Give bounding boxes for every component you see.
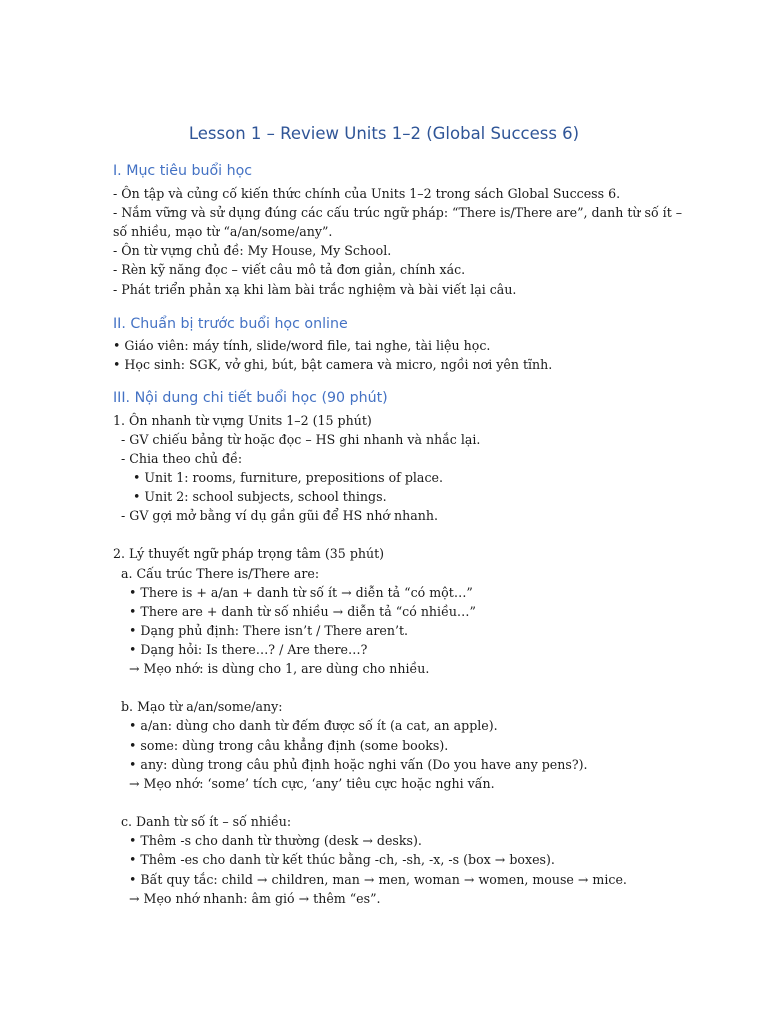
content-line: 1. Ôn nhanh từ vựng Units 1–2 (15 phút) <box>113 413 372 428</box>
content-line: • There are + danh từ số nhiều → diễn tả “có nhiều…” <box>129 604 476 619</box>
content-line: - Chia theo chủ đề: <box>121 451 243 466</box>
content-line: • Dạng phủ định: There isn’t / There aren’t. <box>129 623 409 638</box>
objective-line: - Ôn tập và củng cố kiến thức chính của Units 1–2 trong sách Global Success 6. <box>113 186 621 201</box>
content-line: • some: dùng trong câu khẳng định (some books). <box>129 738 449 753</box>
content-line: • Dạng hỏi: Is there…? / Are there…? <box>129 642 368 657</box>
section-heading-preparation: II. Chuẩn bị trước buổi học online <box>113 316 348 332</box>
content-line: • Bất quy tắc: child → children, man → men, woman → women, mouse → mice. <box>129 872 627 887</box>
content-line: • Thêm -es cho danh từ kết thúc bằng -ch, -sh, -x, -s (box → boxes). <box>129 852 555 867</box>
section-heading-objectives: I. Mục tiêu buổi học <box>113 163 253 179</box>
content-line: → Mẹo nhớ: is dùng cho 1, are dùng cho nhiều. <box>129 661 430 676</box>
objective-line: - Nắm vững và sử dụng đúng các cấu trúc ngữ pháp: “There is/There are”, danh từ số ít – <box>113 205 683 220</box>
content-line: • Unit 1: rooms, furniture, prepositions of place. <box>133 470 443 485</box>
lesson-title: Lesson 1 – Review Units 1–2 (Global Success 6) <box>188 124 580 143</box>
content-line: b. Mạo từ a/an/some/any: <box>121 699 283 714</box>
preparation-line: • Học sinh: SGK, vở ghi, bút, bật camera và micro, ngồi nơi yên tĩnh. <box>113 357 553 372</box>
content-line: - GV chiếu bảng từ hoặc đọc – HS ghi nhanh và nhắc lại. <box>121 432 481 447</box>
content-line: • Unit 2: school subjects, school things. <box>133 489 387 504</box>
content-line: • any: dùng trong câu phủ định hoặc nghi vấn (Do you have any pens?). <box>129 757 588 772</box>
content-line: 2. Lý thuyết ngữ pháp trọng tâm (35 phút) <box>113 546 385 561</box>
preparation-line: • Giáo viên: máy tính, slide/word file, tai nghe, tài liệu học. <box>113 338 491 353</box>
objective-line: - Rèn kỹ năng đọc – viết câu mô tả đơn giản, chính xác. <box>113 262 466 277</box>
content-line: a. Cấu trúc There is/There are: <box>121 566 320 581</box>
content-line: → Mẹo nhớ: ‘some’ tích cực, ‘any’ tiêu cực hoặc nghi vấn. <box>129 776 495 791</box>
objective-line: - Ôn từ vựng chủ đề: My House, My School. <box>113 243 392 258</box>
content-line: → Mẹo nhớ nhanh: âm gió → thêm “es”. <box>129 891 381 906</box>
section-heading-content: III. Nội dung chi tiết buổi học (90 phút) <box>113 390 388 406</box>
content-line: • There is + a/an + danh từ số ít → diễn tả “có một…” <box>129 585 473 600</box>
content-line: c. Danh từ số ít – số nhiều: <box>121 814 292 829</box>
content-line: - GV gợi mở bằng ví dụ gần gũi để HS nhớ nhanh. <box>121 508 438 523</box>
objective-line: - Phát triển phản xạ khi làm bài trắc nghiệm và bài viết lại câu. <box>113 282 517 297</box>
content-line: • a/an: dùng cho danh từ đếm được số ít (a cat, an apple). <box>129 718 498 733</box>
objective-line: số nhiều, mạo từ “a/an/some/any”. <box>113 224 333 239</box>
content-line: • Thêm -s cho danh từ thường (desk → desks). <box>129 833 422 848</box>
